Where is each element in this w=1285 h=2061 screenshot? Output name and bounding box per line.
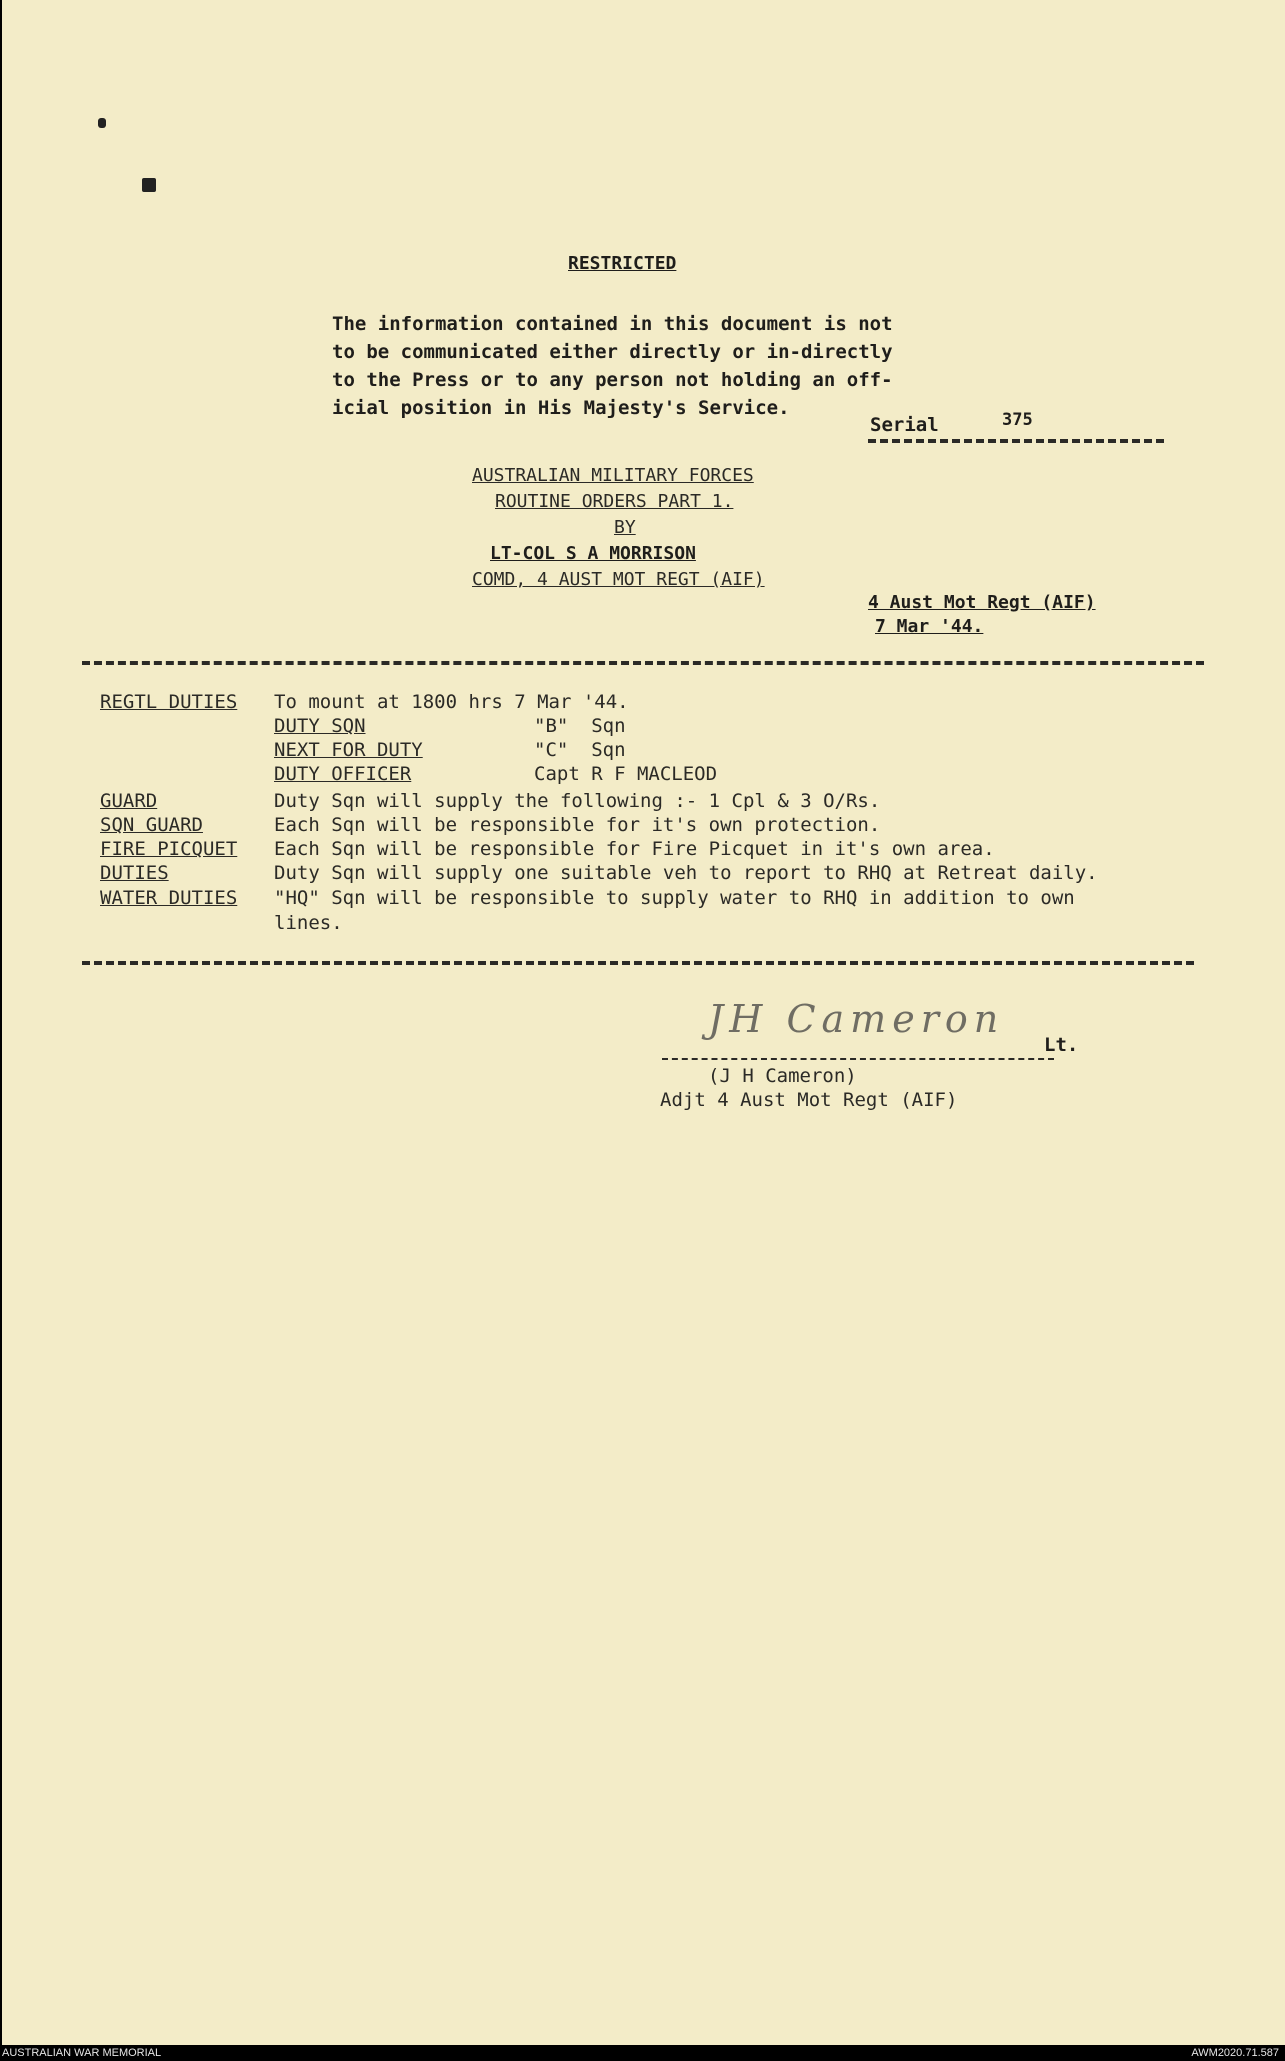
section-divider-top: [82, 661, 1204, 665]
notice-line: The information contained in this document is not: [332, 313, 893, 335]
signature-rank: Lt.: [1044, 1034, 1079, 1056]
unit-name: 4 Aust Mot Regt (AIF): [868, 592, 1096, 613]
notice-line: to be communicated either directly or in-directly: [332, 341, 893, 363]
duties-text: Duty Sqn will supply one suitable veh to report to RHQ at Retreat daily.: [274, 862, 1098, 884]
guard-text: Duty Sqn will supply the following :- 1 Cpl & 3 O/Rs.: [274, 790, 881, 812]
signatory-title: Adjt 4 Aust Mot Regt (AIF): [660, 1089, 958, 1111]
fire-picquet-text: Each Sqn will be responsible for Fire Picquet in it's own area.: [274, 838, 995, 860]
notice-line: icial position in His Majesty's Service.: [332, 397, 790, 419]
serial-number: 375: [1002, 410, 1033, 430]
fire-picquet-label: FIRE PICQUET: [100, 838, 238, 860]
water-duties-label: WATER DUTIES: [100, 887, 238, 909]
classification-heading: RESTRICTED: [568, 253, 677, 274]
serial-label: Serial: [870, 414, 939, 436]
heading-line: COMD, 4 AUST MOT REGT (AIF): [472, 569, 765, 590]
mount-time-text: To mount at 1800 hrs 7 Mar '44.: [274, 691, 629, 713]
duty-officer-value: Capt R F MACLEOD: [534, 763, 718, 785]
sqn-guard-label: SQN GUARD: [100, 814, 203, 836]
next-for-duty-value: "C" Sqn: [534, 739, 626, 761]
signatory-name: (J H Cameron): [708, 1065, 857, 1087]
footer-right: AWM2020.71.587: [1191, 2047, 1279, 2059]
signature: JH Cameron: [708, 997, 1005, 1041]
section-divider-bottom: [82, 961, 1194, 965]
punch-mark: [98, 118, 106, 128]
footer-left: AUSTRALIAN WAR MEMORIAL: [2, 2047, 162, 2059]
duty-officer-label: DUTY OFFICER: [274, 763, 412, 785]
notice-line: to the Press or to any person not holding an off-: [332, 369, 893, 391]
signature-underline: [662, 1058, 1054, 1060]
punch-mark: [142, 178, 156, 192]
regtl-duties-label: REGTL DUTIES: [100, 691, 238, 713]
water-duties-text: "HQ" Sqn will be responsible to supply water to RHQ in addition to own: [274, 887, 1075, 909]
duties-label: DUTIES: [100, 862, 169, 884]
heading-line: ROUTINE ORDERS PART 1.: [495, 491, 734, 512]
duty-sqn-label: DUTY SQN: [274, 715, 366, 737]
heading-line: AUSTRALIAN MILITARY FORCES: [472, 465, 754, 486]
guard-label: GUARD: [100, 790, 158, 812]
heading-line: BY: [614, 517, 636, 538]
duty-sqn-value: "B" Sqn: [534, 715, 626, 737]
heading-line: LT-COL S A MORRISON: [490, 543, 696, 564]
order-date: 7 Mar '44.: [875, 616, 984, 637]
sqn-guard-text: Each Sqn will be responsible for it's own protection.: [274, 814, 881, 836]
serial-underline: [868, 439, 1164, 443]
next-for-duty-label: NEXT FOR DUTY: [274, 739, 423, 761]
document-sheet: [2, 0, 1285, 2045]
water-duties-continuation: lines.: [274, 912, 343, 934]
